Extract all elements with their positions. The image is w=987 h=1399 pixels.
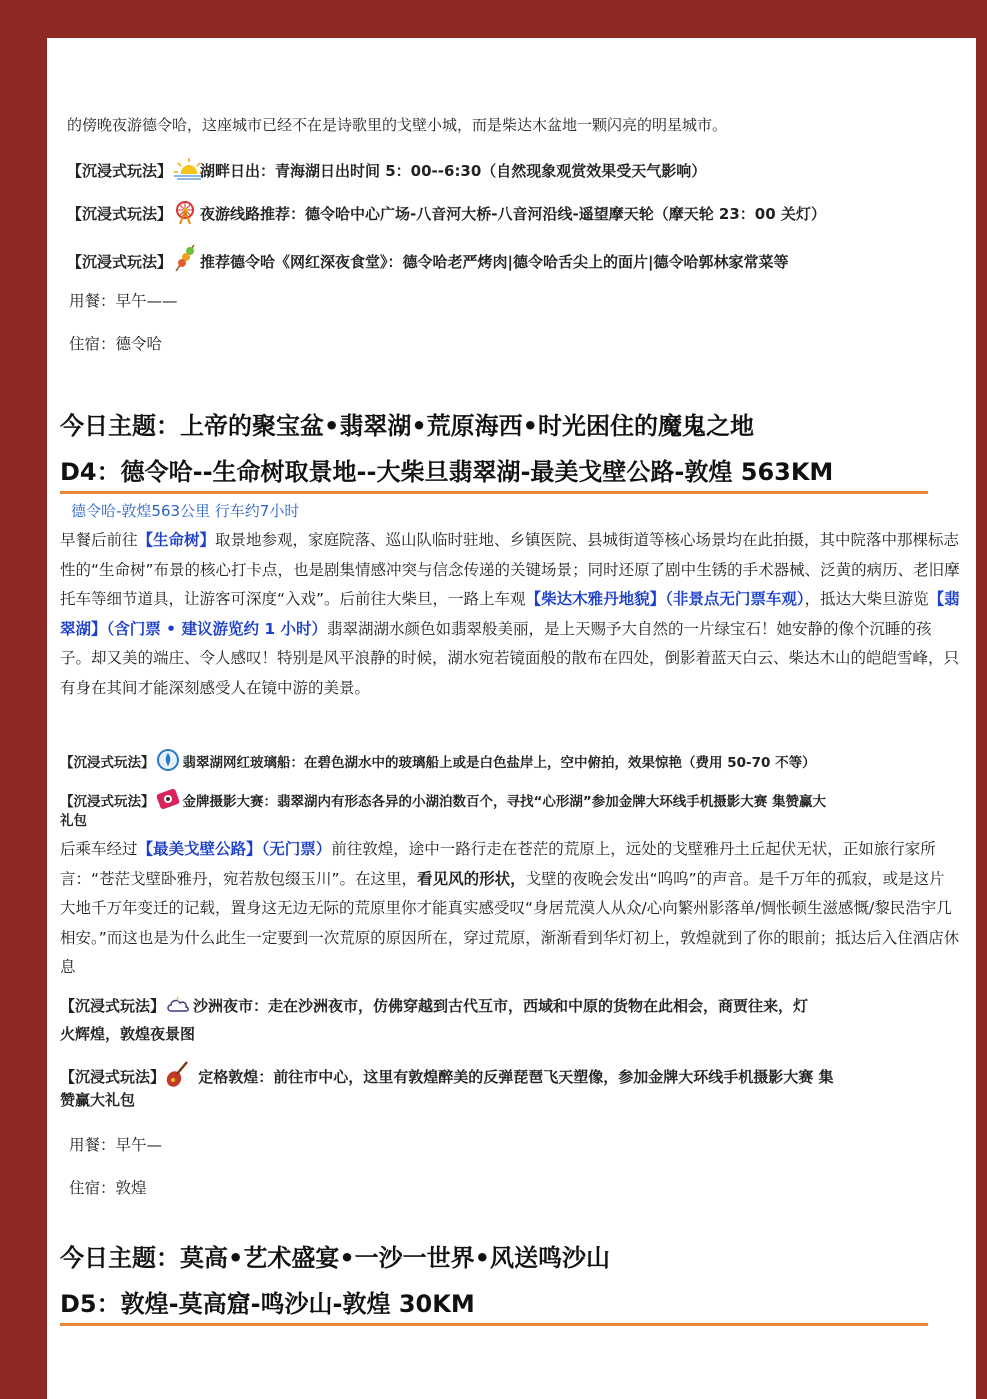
cloud-moon-icon (165, 993, 191, 1019)
play-text: 金牌摄影大赛：翡翠湖内有形态各异的小湖泊数百个，寻找“心形湖”参加金牌大环线手机摄影大赛 集赞赢大 (182, 794, 826, 810)
play-text: 定格敦煌：前往市中心，这里有敦煌醉美的反弹琵琶飞天塑像，参加金牌大环线手机摄影大赛 集 (193, 1068, 834, 1086)
play-item-photo-contest (60, 786, 826, 812)
lodging-info: 住宿：敦煌 (69, 1179, 147, 1197)
play-tag: 【沉浸式玩法】 (60, 755, 155, 771)
lodging-info: 住宿：德令哈 (69, 335, 163, 353)
glass-boat-icon (155, 747, 181, 773)
day5-divider (60, 1323, 928, 1326)
meal-info: 用餐：早午—— (69, 292, 178, 310)
meal-info: 用餐：早午— (69, 1136, 163, 1154)
play-text: 翡翠湖网红玻璃船：在碧色湖水中的玻璃船上或是白色盐岸上，空中俯拍，效果惊艳（费用 50-70 不等） (182, 755, 816, 771)
bold-wind-shape: 看见风的形状， (417, 869, 526, 888)
day4-divider (60, 491, 928, 494)
play-tag: 【沉浸式玩法】 (67, 205, 173, 223)
play-tag: 【沉浸式玩法】 (60, 997, 166, 1015)
text-run: 前往敦煌，途中一路行走在苍茫的荒原上，远处的戈壁雅丹土丘起伏无状，正如旅行家所言：“苍茫戈壁卧雅丹，宛若敖包缀玉川”。在这里， (60, 840, 936, 888)
text-run: 后乘车经过 (60, 840, 138, 858)
play-tag: 【沉浸式玩法】 (67, 162, 173, 180)
day4-theme: 今日主题：上帝的聚宝盆•翡翠湖•荒原海西•时光困住的魔鬼之地 (60, 412, 755, 440)
play-item-sunrise (67, 156, 706, 182)
play-item-food (67, 243, 788, 272)
play-tag: 【沉浸式玩法】 (67, 253, 173, 271)
ferris-wheel-icon (172, 199, 198, 225)
play-text: 沙洲夜市：走在沙洲夜市，仿佛穿越到古代互市，西域和中原的货物在此相会，商贾往来，灯 (193, 997, 809, 1015)
play-text: 湖畔日出：青海湖日出时间 5：00--6:30（自然现象观赏效果受天气影响） (200, 162, 707, 180)
play-item-photo-contest-cont: 礼包 (60, 813, 87, 829)
play-item-dunhuang-photo-cont: 赞赢大礼包 (60, 1091, 136, 1109)
highlight-emerald-lake: 【翡翠湖】（含门票 • 建议游览约 1 小时） (60, 590, 960, 638)
play-item-night-market (60, 993, 808, 1019)
play-item-glass-boat (60, 747, 816, 773)
day4-paragraph-1 (60, 526, 960, 703)
sunrise-icon (172, 156, 198, 182)
play-text: 夜游线路推荐：德令哈中心广场-八音河大桥-八音河沿线-遥望摩天轮（摩天轮 23：00 关灯） (200, 205, 826, 223)
day4-route: 德令哈-敦煌563公里 行车约7小时 (71, 502, 300, 520)
day5-title: D5：敦煌-莫高窟-鸣沙山-敦煌 30KM (60, 1290, 475, 1318)
document-page (47, 38, 976, 1399)
camera-icon (155, 786, 181, 812)
highlight-gobi-road: 【最美戈壁公路】（无门票） (137, 840, 332, 858)
play-tag: 【沉浸式玩法】 (60, 1068, 166, 1086)
highlight-yardang: 【柴达木雅丹地貌】（非景点无门票车观） (525, 590, 805, 608)
play-tag: 【沉浸式玩法】 (60, 794, 155, 810)
skewer-icon (172, 243, 198, 269)
intro-line: 的傍晚夜游德令哈，这座城市已经不在是诗歌里的戈壁小城，而是柴达木盆地一颗闪亮的明星城市。 (67, 116, 728, 134)
day5-theme: 今日主题：莫高•艺术盛宴•一沙一世界•风送鸣沙山 (60, 1244, 611, 1272)
play-item-dunhuang-photo (60, 1060, 833, 1087)
text-run: ，抵达大柴旦游览 (804, 590, 929, 608)
text-run: 早餐后前往 (60, 531, 138, 549)
text-run: 戈壁的夜晚会发出“呜呜”的声音。是千万年的孤寂，或是这片大地千万年变迁的记载，置身这无边无际的荒原里你才能真实感受叹“身居荒漠人从众/心向繁州影落单/惆怅顿生滋感慨/黎民浩宇几相安。”而这也是为什么此生一定要到一次荒原的原因所在，穿过荒原，渐渐看到华灯初上，敦煌就到了你的眼前；抵达后入住酒店休息 (60, 869, 960, 976)
day4-paragraph-2 (60, 835, 960, 983)
text-run: 取景地参观，家庭院落、巡山队临时驻地、乡镇医院、县城街道等核心场景均在此拍摄，其中院落中那棵标志性的“生命树”布景的核心打卡点，也是剧集情感冲突与信念传递的关键场景；同时还原了剧中生锈的手术器械、泛黄的病历、老旧摩托车等细节道具，让游客可深度“入戏”。后前往大柴旦，一路上车观 (60, 531, 960, 608)
pipa-icon (165, 1060, 191, 1086)
highlight-life-tree: 【生命树】 (137, 531, 216, 549)
play-item-night-market-cont: 火辉煌，敦煌夜景图 (60, 1025, 196, 1043)
play-text: 推荐德令哈《网红深夜食堂》：德令哈老严烤肉|德令哈舌尖上的面片|德令哈郭林家常菜等 (200, 253, 789, 271)
text-run: 翡翠湖湖水颜色如翡翠般美丽，是上天赐予大自然的一片绿宝石！她安静的像个沉睡的孩子。却又美的端庄、令人感叹！特别是风平浪静的时候，湖水宛若镜面般的散布在四处，倒影着蓝天白云、柴达木山的皑皑雪峰，只有身在其间才能深刻感受人在镜中游的美景。 (60, 619, 960, 697)
play-item-night-tour (67, 199, 826, 225)
day4-title: D4：德令哈--生命树取景地--大柴旦翡翠湖-最美戈壁公路-敦煌 563KM (60, 458, 834, 486)
